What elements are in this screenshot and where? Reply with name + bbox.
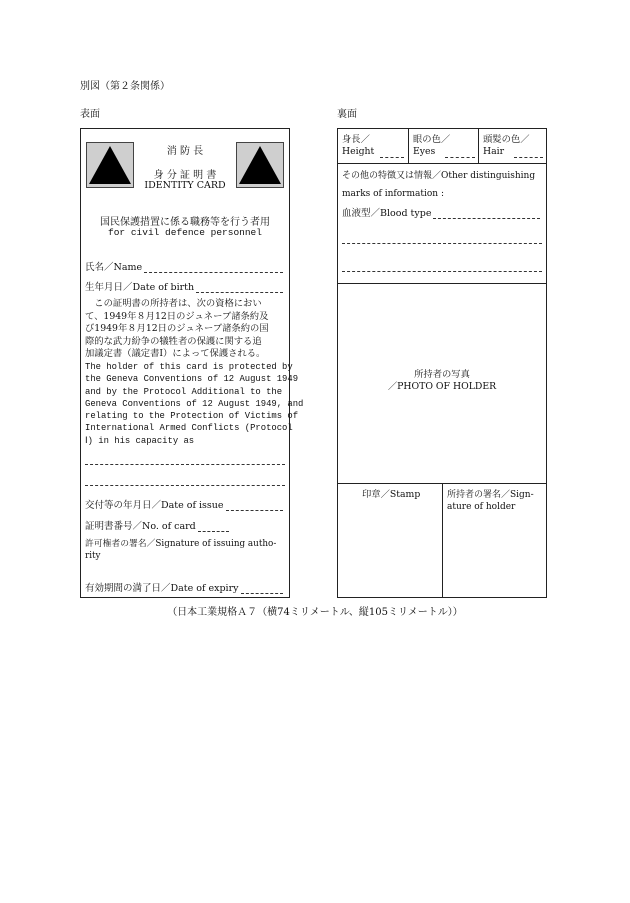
card-size-note: （日本工業規格Ａ７（横74ミリメートル、縦105ミリメートル）） [167,607,463,618]
card-no-blank [198,522,229,532]
card-no-label: 証明書番号／No. of card [85,521,196,532]
statement-en [85,361,304,447]
capacity-blank-line [85,464,285,465]
height-field [342,146,404,158]
stamp-label: 印章／Stamp [362,489,421,500]
hair-label-jp: 頭髪の色／ [483,134,530,145]
marks-blank-line [342,271,542,272]
card-subtitle-jp: 国民保護措置に係る職務等を行う者用 [100,217,270,228]
signature-label-line: 許可権者の署名／Signature of issuing autho- [85,539,277,549]
card-subtitle-en: for civil defence personnel [108,227,262,238]
statement-en-line: Geneva Conventions of 12 August 1949, and [85,398,304,409]
height-blank [380,148,404,158]
issue-date-field [85,497,283,511]
statement-jp [85,298,287,361]
expiry-field [85,580,283,594]
card-type-jp: 身 分 証 明 書 [153,170,217,181]
capacity-blank-line [85,485,285,486]
other-marks-label [342,167,535,203]
eyes-label-en: Eyes [413,146,436,157]
name-blank [144,263,283,273]
eyes-blank [445,148,475,158]
row-divider [338,163,546,164]
dob-blank [196,283,283,293]
name-field [85,259,283,273]
height-label-en: Height [342,146,375,157]
height-label-jp: 身長／ [342,134,370,145]
card-issuer-title: 消 防 長 [166,146,204,157]
statement-en-line: relating to the Protection of Victims of [85,411,299,422]
signature-label-line: rity [85,551,101,561]
photo-label-en: ／PHOTO OF HOLDER [387,381,497,392]
eyes-field [413,146,475,158]
statement-en-line: and by the Protocol Additional to the [85,386,283,397]
cell-divider [442,483,443,598]
statement-jp-line: て、1949年８月12日のジュネーブ諸条約及 [85,310,269,322]
name-label: 氏名／Name [85,262,143,273]
issue-date-label: 交付等の年月日／Date of issue [85,500,224,511]
identity-card-front [80,128,304,598]
photo-label-jp: 所持者の写真 [414,369,470,380]
cell-divider [408,129,409,163]
statement-jp-line: び1949年８月12日のジュネーブ諸条約の国 [85,323,269,334]
row-divider [338,283,546,284]
hair-field [483,146,543,158]
other-marks-line: その他の特徴又は情報／Other distinguishing [342,171,536,181]
dob-field [85,279,283,293]
blood-type-field [342,205,540,219]
issuing-authority-signature-label [85,538,276,562]
hair-blank [514,148,543,158]
other-marks-line: marks of information : [342,189,444,199]
expiry-blank [241,584,283,594]
holder-signature-label [447,489,534,513]
front-side-label: 表面 [80,109,100,120]
hair-label-en: Hair [483,146,505,157]
cell-divider [478,129,479,163]
card-type-en: IDENTITY CARD [144,180,226,191]
holder-signature-line: 所持者の署名／Sign- [447,490,534,500]
blood-type-label: 血液型／Blood type [342,208,432,219]
dob-label: 生年月日／Date of birth [85,282,195,293]
issue-date-blank [226,501,283,511]
blood-type-blank [433,209,540,219]
statement-en-line: International Armed Conflicts (Protocol [85,423,293,434]
eyes-label-jp: 眼の色／ [413,134,451,145]
eyes-cell [413,134,475,158]
back-side-label: 裏面 [337,109,357,120]
annex-label: 別図（第２条関係） [80,81,170,92]
statement-en-line: The holder of this card is protected by [85,362,293,372]
holder-signature-line: ature of holder [447,502,516,512]
marks-blank-line [342,243,542,244]
statement-en-line: Ⅰ) in his capacity as [85,435,195,446]
expiry-label: 有効期間の満了日／Date of expiry [85,583,239,594]
statement-jp-line: この証明書の所持者は、次の資格におい [85,298,262,309]
identity-card-back [337,128,547,598]
statement-jp-line: 際的な武力紛争の犠牲者の保護に関する追 [85,335,262,347]
statement-en-line: the Geneva Conventions of 12 August 1949 [85,374,299,385]
photo-area-label [338,369,546,393]
hair-cell [483,134,543,158]
height-cell [342,134,404,158]
statement-jp-line: 加議定書（議定書Ⅰ）によって保護される。 [85,348,266,359]
card-no-field [85,518,229,532]
